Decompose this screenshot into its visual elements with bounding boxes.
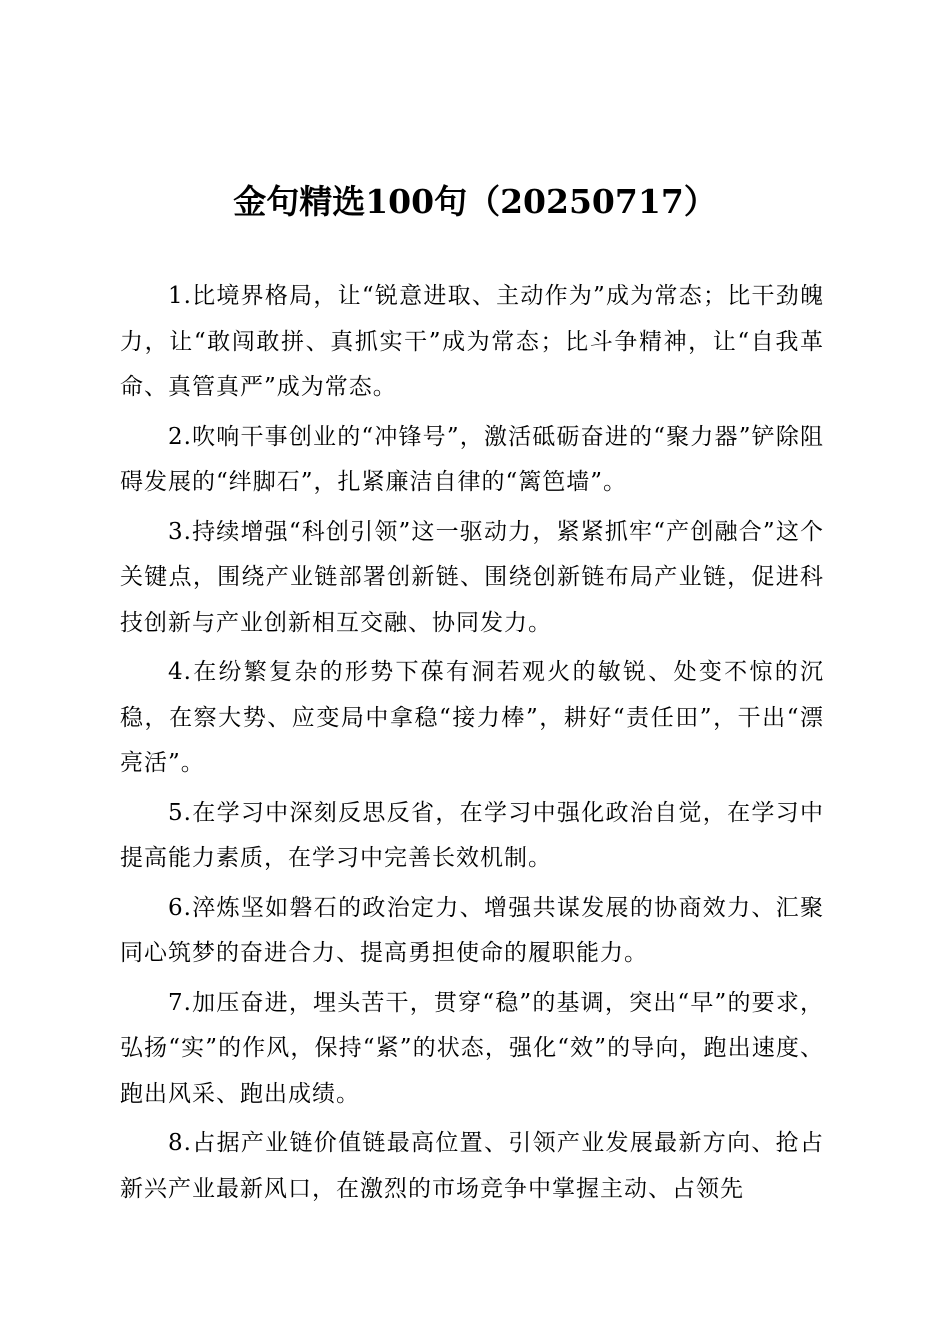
paragraph-3: 3.持续增强“科创引领”这一驱动力，紧紧抓牢“产创融合”这个关键点，围绕产业链部署创新链、围绕创新链布局产业链，促进科技创新与产业创新相互交融、协同发力。 bbox=[120, 518, 824, 636]
paragraph-7: 7.加压奋进，埋头苦干，贯穿“稳”的基调，突出“早”的要求，弘扬“实”的作风，保持“紧”的状态，强化“效”的导向，跑出速度、跑出风采、跑出成绩。 bbox=[120, 989, 824, 1107]
paragraph-8: 8.占据产业链价值链最高位置、引领产业发展最新方向、抢占新兴产业最新风口，在激烈的市场竞争中掌握主动、占领先 bbox=[120, 1130, 824, 1202]
paragraph-6: 6.淬炼坚如磐石的政治定力、增强共谋发展的协商效力、汇聚同心筑梦的奋进合力、提高勇担使命的履职能力。 bbox=[120, 894, 824, 966]
paragraph-4: 4.在纷繁复杂的形势下葆有洞若观火的敏锐、处变不惊的沉稳，在察大势、应变局中拿稳“接力棒”，耕好“责任田”，干出“漂亮活”。 bbox=[120, 659, 824, 776]
paragraph-1: 1.比境界格局，让“锐意进取、主动作为”成为常态；比干劲魄力，让“敢闯敢拼、真抓实干”成为常态；比斗争精神，让“自我革命、真管真严”成为常态。 bbox=[120, 283, 824, 400]
document-body bbox=[120, 270, 824, 1212]
paragraph-2: 2.吹响干事创业的“冲锋号”，激活砥砺奋进的“聚力器”铲除阻碍发展的“绊脚石”，扎紧廉洁自律的“篱笆墙”。 bbox=[120, 423, 824, 495]
paragraph-5: 5.在学习中深刻反思反省，在学习中强化政治自觉，在学习中提高能力素质，在学习中完善长效机制。 bbox=[120, 799, 824, 871]
document-title: 金句精选100句（20250717） bbox=[233, 182, 717, 221]
